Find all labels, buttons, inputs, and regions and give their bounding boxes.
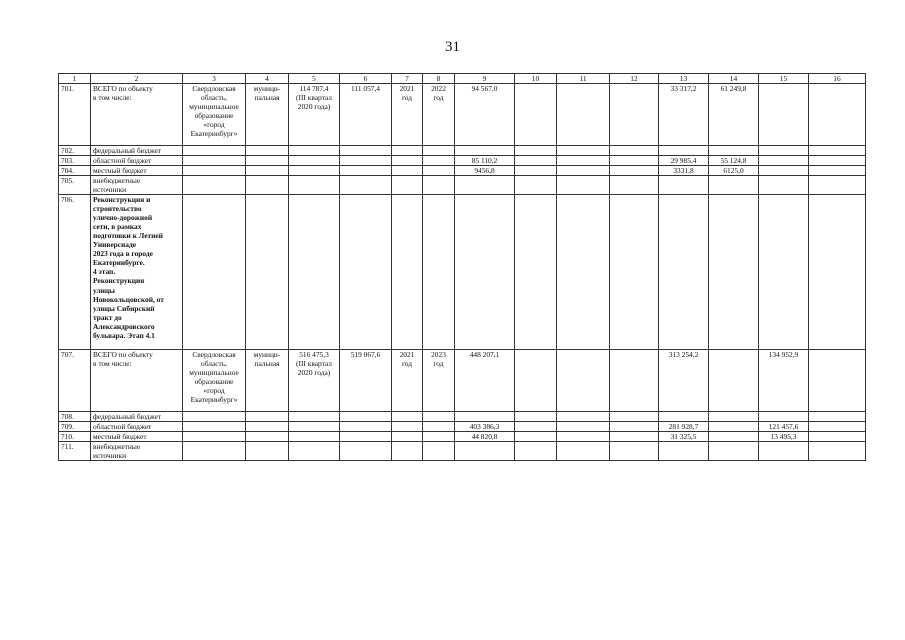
value-cell (610, 350, 659, 412)
value-cell (340, 422, 392, 432)
value-cell (515, 412, 557, 422)
row-label-cell: местный бюджет (91, 166, 183, 176)
value-cell (759, 442, 809, 461)
header-cell: 16 (809, 74, 866, 84)
value-cell (340, 195, 392, 350)
value-cell: 44 820,8 (455, 432, 515, 442)
value-cell (515, 176, 557, 195)
value-cell: 134 952,9 (759, 350, 809, 412)
value-cell (759, 412, 809, 422)
value-cell (423, 176, 455, 195)
value-cell (809, 432, 866, 442)
value-cell (392, 432, 423, 442)
value-cell (659, 442, 709, 461)
value-cell (183, 156, 246, 166)
header-cell: 5 (289, 74, 340, 84)
table-row (59, 176, 866, 195)
value-cell (515, 422, 557, 432)
page-number: 31 (445, 39, 460, 55)
value-cell (809, 156, 866, 166)
row-number-cell: 709. (59, 422, 91, 432)
value-cell (455, 176, 515, 195)
value-cell (809, 412, 866, 422)
value-cell: 6125,0 (709, 166, 759, 176)
value-cell (392, 166, 423, 176)
value-cell: 85 110,2 (455, 156, 515, 166)
table-body (59, 74, 866, 461)
value-cell: 13 495,3 (759, 432, 809, 442)
value-cell (557, 166, 610, 176)
value-cell (610, 432, 659, 442)
table-row (59, 442, 866, 461)
value-cell (183, 195, 246, 350)
value-cell (392, 442, 423, 461)
value-cell: 31 325,5 (659, 432, 709, 442)
value-cell (709, 195, 759, 350)
value-cell (809, 422, 866, 432)
value-cell (809, 146, 866, 156)
table-row (59, 166, 866, 176)
value-cell (289, 432, 340, 442)
value-cell (340, 432, 392, 442)
value-cell (289, 412, 340, 422)
value-cell (809, 176, 866, 195)
header-cell: 1 (59, 74, 91, 84)
value-cell: 403 386,3 (455, 422, 515, 432)
value-cell (515, 84, 557, 146)
value-cell (515, 432, 557, 442)
value-cell (183, 146, 246, 156)
value-cell: 448 207,1 (455, 350, 515, 412)
header-cell: 2 (91, 74, 183, 84)
value-cell: 3331,8 (659, 166, 709, 176)
row-number-cell: 710. (59, 432, 91, 442)
value-cell (610, 195, 659, 350)
value-cell (759, 195, 809, 350)
value-cell (709, 350, 759, 412)
header-cell: 7 (392, 74, 423, 84)
value-cell (392, 146, 423, 156)
value-cell (610, 84, 659, 146)
value-cell (246, 156, 289, 166)
value-cell (659, 146, 709, 156)
value-cell (455, 442, 515, 461)
header-cell: 12 (610, 74, 659, 84)
value-cell (515, 195, 557, 350)
value-cell (709, 442, 759, 461)
header-cell: 13 (659, 74, 709, 84)
value-cell: 55 124,8 (709, 156, 759, 166)
value-cell: 33 317,2 (659, 84, 709, 146)
value-cell (183, 176, 246, 195)
value-cell (183, 412, 246, 422)
row-label-cell: Реконструкция и строительство улично-дорожной сети, в рамках подготовки к Летней Универсиаде 2023 года в городе Екатеринбурге. 4 этап. Реконструкция улицы Новокольцовской, от улицы Сибирский тракт до Александровского бульвара. Этап 4.1 (91, 195, 183, 350)
table-row (59, 412, 866, 422)
table-row (59, 350, 866, 412)
value-cell (340, 442, 392, 461)
header-row (59, 74, 866, 84)
value-cell (289, 156, 340, 166)
table-row (59, 84, 866, 146)
value-cell (183, 442, 246, 461)
value-cell (289, 146, 340, 156)
row-number-cell: 704. (59, 166, 91, 176)
budget-table (58, 73, 866, 461)
value-cell (557, 412, 610, 422)
value-cell (659, 195, 709, 350)
value-cell (289, 166, 340, 176)
row-label-cell: ВСЕГО по объекту в том числе: (91, 350, 183, 412)
value-cell (659, 176, 709, 195)
value-cell (759, 84, 809, 146)
header-cell: 10 (515, 74, 557, 84)
value-cell (515, 156, 557, 166)
value-cell (809, 166, 866, 176)
table-row (59, 156, 866, 166)
value-cell (392, 176, 423, 195)
value-cell: 519 067,6 (340, 350, 392, 412)
value-cell (759, 176, 809, 195)
value-cell (289, 442, 340, 461)
value-cell (340, 146, 392, 156)
value-cell: 281 928,7 (659, 422, 709, 432)
value-cell (246, 146, 289, 156)
value-cell (392, 195, 423, 350)
value-cell (246, 442, 289, 461)
table-row (59, 432, 866, 442)
value-cell (423, 156, 455, 166)
header-cell: 6 (340, 74, 392, 84)
header-cell: 4 (246, 74, 289, 84)
value-cell (183, 432, 246, 442)
value-cell (340, 166, 392, 176)
value-cell (423, 166, 455, 176)
header-cell: 15 (759, 74, 809, 84)
value-cell (809, 442, 866, 461)
table-row (59, 146, 866, 156)
header-cell: 8 (423, 74, 455, 84)
row-number-cell: 711. (59, 442, 91, 461)
value-cell (455, 146, 515, 156)
value-cell (392, 422, 423, 432)
value-cell (610, 176, 659, 195)
value-cell (759, 166, 809, 176)
value-cell (340, 176, 392, 195)
row-label-cell: внебюджетные источники (91, 176, 183, 195)
row-label-cell: внебюджетные источники (91, 442, 183, 461)
value-cell: 29 985,4 (659, 156, 709, 166)
value-cell (709, 432, 759, 442)
value-cell (557, 350, 610, 412)
value-cell (246, 412, 289, 422)
value-cell (340, 156, 392, 166)
value-cell (610, 442, 659, 461)
value-cell (557, 195, 610, 350)
value-cell (423, 442, 455, 461)
row-label-cell: местный бюджет (91, 432, 183, 442)
value-cell (289, 176, 340, 195)
value-cell (557, 422, 610, 432)
value-cell: 313 254,2 (659, 350, 709, 412)
value-cell (289, 422, 340, 432)
value-cell (423, 146, 455, 156)
value-cell: 2021 год (392, 350, 423, 412)
row-number-cell: 707. (59, 350, 91, 412)
header-cell: 3 (183, 74, 246, 84)
value-cell (809, 84, 866, 146)
value-cell (709, 176, 759, 195)
row-number-cell: 702. (59, 146, 91, 156)
value-cell (709, 412, 759, 422)
value-cell: 94 567,0 (455, 84, 515, 146)
value-cell (423, 432, 455, 442)
table-row (59, 195, 866, 350)
value-cell: 2022 год (423, 84, 455, 146)
value-cell (515, 442, 557, 461)
value-cell (183, 166, 246, 176)
value-cell (423, 422, 455, 432)
header-cell: 14 (709, 74, 759, 84)
header-cell: 11 (557, 74, 610, 84)
row-label-cell: федеральный бюджет (91, 146, 183, 156)
value-cell (392, 412, 423, 422)
value-cell: 111 057,4 (340, 84, 392, 146)
header-cell: 9 (455, 74, 515, 84)
value-cell (246, 432, 289, 442)
value-cell: 2021 год (392, 84, 423, 146)
value-cell (455, 412, 515, 422)
value-cell: Свердловская область, муниципальное образование «город Екатеринбург» (183, 350, 246, 412)
value-cell (246, 176, 289, 195)
value-cell: 114 787,4 (III квартал 2020 года) (289, 84, 340, 146)
row-number-cell: 706. (59, 195, 91, 350)
value-cell (809, 350, 866, 412)
value-cell (557, 176, 610, 195)
value-cell (340, 412, 392, 422)
value-cell: 516 475,3 (III квартал 2020 года) (289, 350, 340, 412)
row-number-cell: 708. (59, 412, 91, 422)
value-cell (515, 166, 557, 176)
value-cell (289, 195, 340, 350)
value-cell: 121 457,6 (759, 422, 809, 432)
value-cell (423, 412, 455, 422)
row-number-cell: 703. (59, 156, 91, 166)
value-cell: Свердловская область, муниципальное образование «город Екатеринбург» (183, 84, 246, 146)
value-cell (610, 166, 659, 176)
value-cell (557, 156, 610, 166)
value-cell (392, 156, 423, 166)
value-cell (515, 146, 557, 156)
value-cell: 2023 год (423, 350, 455, 412)
row-number-cell: 701. (59, 84, 91, 146)
row-label-cell: ВСЕГО по объекту в том числе: (91, 84, 183, 146)
value-cell (759, 156, 809, 166)
value-cell (183, 422, 246, 432)
value-cell (659, 412, 709, 422)
value-cell: муници- пальная (246, 350, 289, 412)
value-cell (246, 195, 289, 350)
value-cell (610, 422, 659, 432)
value-cell: 61 249,8 (709, 84, 759, 146)
row-label-cell: федеральный бюджет (91, 412, 183, 422)
value-cell (610, 146, 659, 156)
value-cell (557, 432, 610, 442)
value-cell (709, 146, 759, 156)
value-cell (759, 146, 809, 156)
value-cell (610, 412, 659, 422)
table-row (59, 422, 866, 432)
value-cell (557, 442, 610, 461)
value-cell (610, 156, 659, 166)
value-cell (455, 195, 515, 350)
row-label-cell: областной бюджет (91, 156, 183, 166)
value-cell: 9456,8 (455, 166, 515, 176)
value-cell (557, 146, 610, 156)
row-number-cell: 705. (59, 176, 91, 195)
value-cell (809, 195, 866, 350)
value-cell (709, 422, 759, 432)
value-cell (246, 166, 289, 176)
value-cell (246, 422, 289, 432)
row-label-cell: областной бюджет (91, 422, 183, 432)
value-cell (515, 350, 557, 412)
value-cell (557, 84, 610, 146)
value-cell: муници- пальная (246, 84, 289, 146)
value-cell (423, 195, 455, 350)
